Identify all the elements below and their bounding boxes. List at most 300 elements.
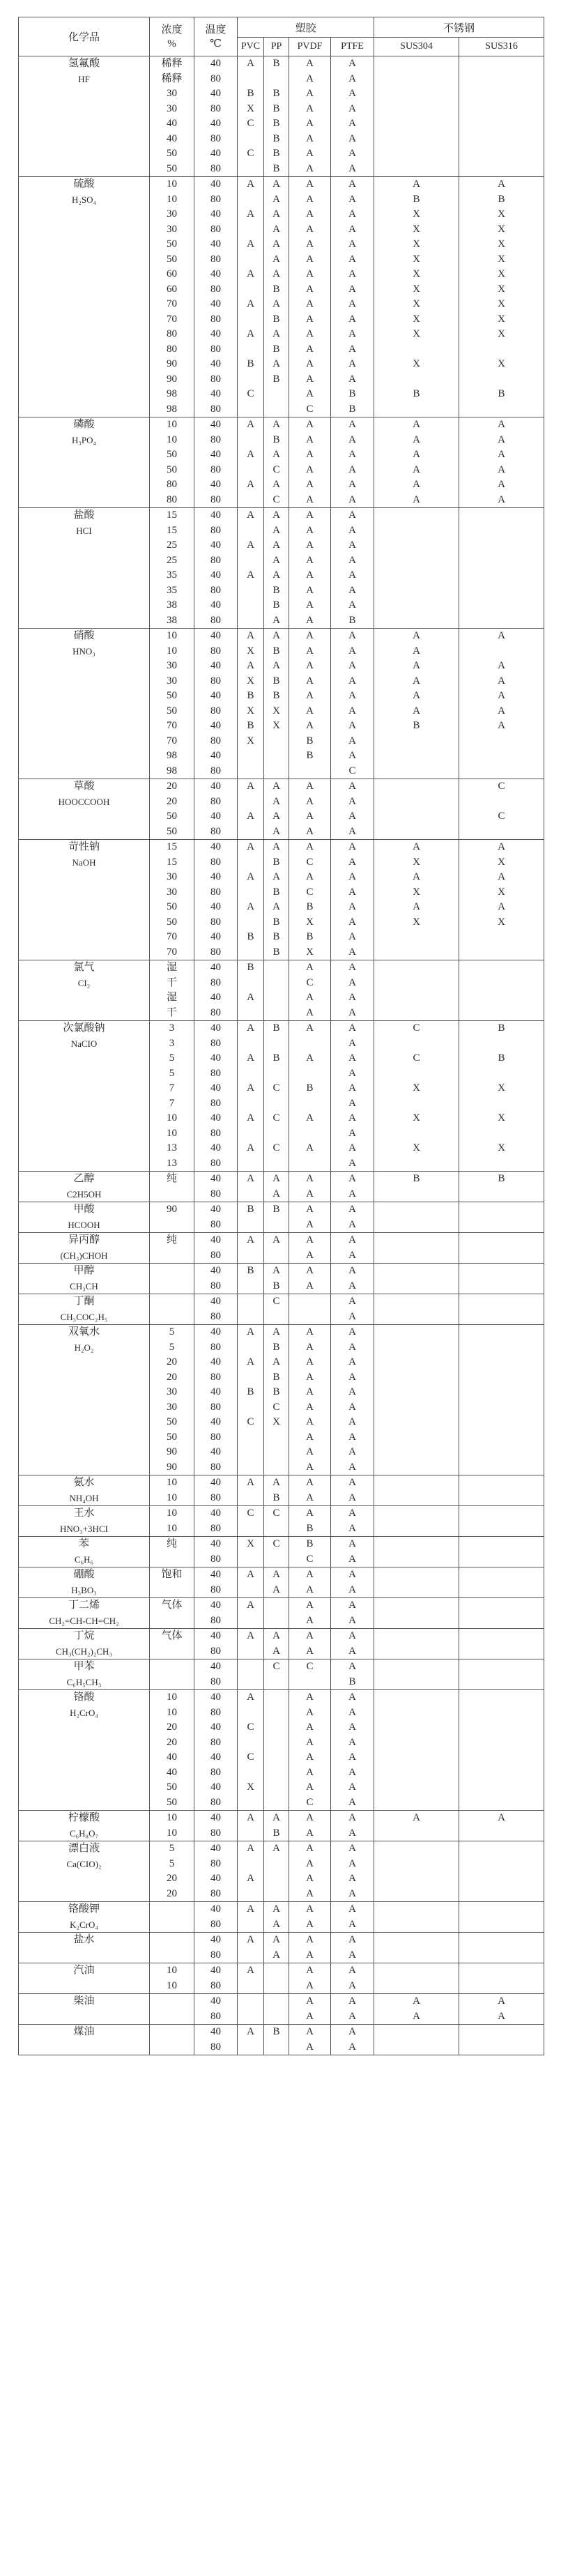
concentration-cell: 70 xyxy=(167,298,177,309)
concentration-cell: 15 xyxy=(167,524,177,536)
pvc-rating: A xyxy=(247,901,254,912)
chemical-formula: NaOH xyxy=(72,857,96,868)
chemical-name: 硝酸 xyxy=(73,630,95,641)
temperature-cell: 40 xyxy=(210,118,221,129)
pvc-rating xyxy=(238,1765,263,1781)
pvc-rating xyxy=(238,1445,263,1460)
pvc-rating-column xyxy=(238,1202,264,1233)
temperature-cell: 80 xyxy=(210,645,221,657)
pvdf-rating: A xyxy=(306,58,314,69)
ptfe-rating: B xyxy=(348,403,356,415)
pvdf-rating-column xyxy=(289,1172,331,1202)
concentration-cell-column xyxy=(150,56,194,177)
chemical-name: 甲醇 xyxy=(73,1265,95,1276)
pvc-rating xyxy=(238,1279,263,1294)
sus316-rating-column xyxy=(459,177,544,417)
sus316-rating: X xyxy=(498,916,505,928)
ptfe-rating: A xyxy=(348,1873,356,1884)
concentration-cell: 50 xyxy=(167,463,177,475)
concentration-cell: 80 xyxy=(167,328,177,339)
pvc-rating-column xyxy=(238,779,264,840)
pvc-rating-column xyxy=(238,1933,264,1963)
sus316-rating xyxy=(459,1475,544,1491)
pvc-rating xyxy=(238,1521,263,1537)
sus304-rating xyxy=(374,1887,459,1902)
chemical-name-cell xyxy=(19,960,150,1021)
ptfe-rating: A xyxy=(348,871,356,882)
ptfe-rating: A xyxy=(348,1827,356,1839)
pvdf-rating: A xyxy=(306,539,314,551)
ptfe-rating: A xyxy=(348,856,356,868)
ptfe-rating: A xyxy=(348,1661,356,1672)
temperature-cell-column xyxy=(194,1629,238,1659)
pvdf-rating-column xyxy=(289,508,331,629)
pp-rating: X xyxy=(272,705,280,716)
sus304-rating-column xyxy=(374,1902,459,1933)
chemical-name: 氯气 xyxy=(73,962,95,973)
sus304-rating: A xyxy=(413,645,420,657)
pvdf-rating: C xyxy=(306,886,314,898)
concentration-cell: 60 xyxy=(167,268,177,279)
pvc-rating xyxy=(238,1310,263,1325)
chemical-group-row xyxy=(19,1902,544,1933)
sus316-rating-column xyxy=(459,1598,544,1629)
pp-rating xyxy=(264,1675,289,1690)
concentration-cell: 15 xyxy=(167,509,177,521)
temperature-cell: 40 xyxy=(210,660,221,671)
pvc-rating xyxy=(238,1583,263,1598)
concentration-cell: 50 xyxy=(167,1416,177,1427)
pvdf-rating: A xyxy=(306,223,314,235)
pp-rating: C xyxy=(272,1508,280,1519)
pvc-rating: A xyxy=(247,449,254,460)
sus316-rating-column xyxy=(459,417,544,508)
ptfe-rating: B xyxy=(348,614,356,626)
sus316-rating-column xyxy=(459,1811,544,1841)
concentration-cell-column xyxy=(150,629,194,779)
sus316-rating: A xyxy=(498,675,505,687)
concentration-cell: 10 xyxy=(167,178,177,190)
chemical-formula: H₂SO₄ xyxy=(71,194,97,205)
pvdf-rating: A xyxy=(306,720,314,731)
pvdf-rating: A xyxy=(306,132,314,144)
sus304-rating xyxy=(374,1233,459,1248)
header-plastic: 塑胶 xyxy=(238,17,374,38)
sus316-rating: X xyxy=(498,298,505,309)
chemical-group-row xyxy=(19,1537,544,1567)
concentration-cell-column xyxy=(150,1233,194,1264)
ptfe-rating: A xyxy=(348,1965,356,1976)
pvc-rating xyxy=(238,598,263,613)
chemical-name-cell xyxy=(19,1506,150,1537)
pp-rating: B xyxy=(272,886,280,898)
chemical-name: 乙醇 xyxy=(73,1173,95,1184)
temperature-cell: 80 xyxy=(210,1371,221,1383)
concentration-cell: 30 xyxy=(167,886,177,898)
chemical-name-cell xyxy=(19,56,150,177)
sus304-rating xyxy=(374,1644,459,1659)
ptfe-rating-column xyxy=(331,1325,374,1475)
pvc-rating-column xyxy=(238,177,264,417)
sus304-rating-column xyxy=(374,1994,459,2025)
sus304-rating: C xyxy=(413,1052,420,1064)
pvc-rating-column xyxy=(238,1690,264,1811)
temperature-cell-column xyxy=(194,1264,238,1294)
concentration-cell: 70 xyxy=(167,720,177,731)
pvdf-rating: A xyxy=(306,208,314,220)
chemical-formula: H₂CrO₄ xyxy=(70,1707,98,1718)
concentration-cell: 20 xyxy=(167,1722,177,1733)
pp-rating: B xyxy=(272,283,280,295)
pp-rating: C xyxy=(272,1296,280,1307)
pp-rating: B xyxy=(272,1280,280,1291)
sus304-rating xyxy=(374,1780,459,1795)
sus304-rating: X xyxy=(413,886,420,898)
ptfe-rating-column xyxy=(331,2025,374,2055)
temperature-cell: 80 xyxy=(210,1067,221,1079)
ptfe-rating: A xyxy=(348,1371,356,1383)
concentration-cell: 50 xyxy=(167,449,177,460)
concentration-cell: 10 xyxy=(167,1979,177,1991)
sus316-rating xyxy=(459,1765,544,1781)
sus304-rating-column xyxy=(374,177,459,417)
sus316-rating: X xyxy=(498,268,505,279)
concentration-cell: 25 xyxy=(167,539,177,551)
temperature-cell: 40 xyxy=(210,720,221,731)
sus316-rating: A xyxy=(498,660,505,671)
temperature-cell: 40 xyxy=(210,931,221,942)
sus304-rating: A xyxy=(413,463,420,475)
sus316-rating xyxy=(459,72,544,87)
pp-rating xyxy=(264,1310,289,1325)
pvdf-rating: C xyxy=(306,403,314,415)
sus304-rating xyxy=(374,1583,459,1598)
ptfe-rating: A xyxy=(348,283,356,295)
pp-rating xyxy=(264,1857,289,1872)
pp-rating-column xyxy=(264,1233,289,1264)
temperature-cell: 40 xyxy=(210,690,221,701)
temperature-cell: 40 xyxy=(210,1630,221,1641)
sus316-rating xyxy=(459,1310,544,1325)
concentration-cell: 50 xyxy=(167,253,177,265)
temperature-cell: 80 xyxy=(210,493,221,505)
ptfe-rating: A xyxy=(348,162,356,174)
pp-rating: B xyxy=(272,313,280,325)
pp-rating: A xyxy=(272,178,280,190)
ptfe-rating: A xyxy=(348,841,356,852)
header-concentration-label: 浓度 % xyxy=(161,24,183,49)
sus304-rating xyxy=(374,538,459,553)
sus316-rating: A xyxy=(498,901,505,912)
sus316-rating xyxy=(459,1248,544,1264)
pp-rating: B xyxy=(272,946,280,958)
concentration-cell: 20 xyxy=(167,1873,177,1884)
pvdf-rating: A xyxy=(306,1204,314,1215)
pvdf-rating: A xyxy=(306,1706,314,1718)
temperature-cell: 40 xyxy=(210,811,221,822)
pp-rating: A xyxy=(272,1173,280,1184)
temperature-cell: 40 xyxy=(210,1052,221,1064)
pvc-rating-column xyxy=(238,1902,264,1933)
ptfe-rating: A xyxy=(348,539,356,551)
pvdf-rating: B xyxy=(306,901,314,912)
sus316-rating xyxy=(459,1567,544,1583)
pvdf-rating: B xyxy=(306,1522,314,1534)
pvc-rating xyxy=(238,192,263,208)
pvc-rating: A xyxy=(247,58,254,69)
sus316-rating: X xyxy=(498,1142,505,1153)
chemical-name-cell xyxy=(19,1902,150,1933)
pvc-rating: A xyxy=(247,1843,254,1854)
pvc-rating: A xyxy=(247,1873,254,1884)
pp-rating: B xyxy=(272,88,280,99)
sus316-rating xyxy=(459,1506,544,1521)
concentration-cell: 50 xyxy=(167,148,177,159)
pp-rating: A xyxy=(272,268,280,279)
temperature-cell: 80 xyxy=(210,2010,221,2022)
sus304-rating xyxy=(374,1279,459,1294)
chemical-formula: NH₄OH xyxy=(69,1492,99,1503)
sus304-rating: X xyxy=(413,208,420,220)
chemical-name: 漂白液 xyxy=(68,1843,100,1854)
sus316-rating xyxy=(459,583,544,599)
ptfe-rating-column xyxy=(331,960,374,1021)
pvdf-rating-column xyxy=(289,1537,331,1567)
concentration-cell: 38 xyxy=(167,614,177,626)
pp-rating xyxy=(264,1887,289,1902)
temperature-cell: 80 xyxy=(210,735,221,746)
temperature-cell-column xyxy=(194,56,238,177)
ptfe-rating: A xyxy=(348,1416,356,1427)
pp-rating-column xyxy=(264,1629,289,1659)
pvc-rating xyxy=(238,553,263,569)
pvdf-rating: A xyxy=(306,283,314,295)
pvdf-rating-column xyxy=(289,629,331,779)
pp-rating xyxy=(264,1613,289,1629)
ptfe-rating: A xyxy=(348,2010,356,2022)
pvdf-rating: A xyxy=(306,1508,314,1519)
pvdf-rating-column xyxy=(289,1021,331,1172)
temperature-cell-column xyxy=(194,1202,238,1233)
pp-rating xyxy=(264,1066,289,1082)
chemical-name-cell xyxy=(19,1537,150,1567)
sus316-rating xyxy=(459,734,544,749)
sus304-rating xyxy=(374,1902,459,1917)
pp-rating xyxy=(264,1720,289,1735)
pvdf-rating-column xyxy=(289,1690,331,1811)
temperature-cell: 80 xyxy=(210,1157,221,1169)
pp-rating xyxy=(264,1156,289,1172)
pp-rating: A xyxy=(272,298,280,309)
concentration-cell: 20 xyxy=(167,1736,177,1748)
ptfe-rating: A xyxy=(348,132,356,144)
pvc-rating: B xyxy=(247,358,254,369)
concentration-cell: 20 xyxy=(167,781,177,792)
pvc-rating xyxy=(238,2009,263,2025)
sus316-rating xyxy=(459,960,544,976)
sus304-rating xyxy=(374,568,459,583)
header-sus316: SUS316 xyxy=(459,38,544,56)
temperature-cell-column xyxy=(194,1325,238,1475)
pvdf-rating: A xyxy=(306,584,314,596)
pvc-rating xyxy=(238,1430,263,1446)
sus316-rating: B xyxy=(498,388,505,399)
pp-rating: C xyxy=(272,1661,280,1672)
sus316-rating: B xyxy=(498,193,505,205)
sus304-rating: X xyxy=(413,358,420,369)
pvc-rating: B xyxy=(247,88,254,99)
ptfe-rating: A xyxy=(348,328,356,339)
sus304-rating xyxy=(374,1325,459,1340)
sus304-rating xyxy=(374,1126,459,1142)
ptfe-rating-column xyxy=(331,56,374,177)
temperature-cell: 80 xyxy=(210,1766,221,1778)
sus316-rating-column xyxy=(459,1294,544,1325)
temperature-cell-column xyxy=(194,1659,238,1690)
sus304-rating-column xyxy=(374,1841,459,1902)
chemical-name-cell xyxy=(19,1659,150,1690)
ptfe-rating: A xyxy=(348,1188,356,1199)
header-pp: PP xyxy=(264,38,289,56)
sus316-rating: A xyxy=(498,630,505,641)
sus316-rating-column xyxy=(459,1475,544,1506)
pvc-rating xyxy=(238,2040,263,2055)
concentration-cell: 纯 xyxy=(166,1538,177,1549)
pvc-rating: A xyxy=(247,479,254,490)
pvdf-rating: A xyxy=(306,1173,314,1184)
sus316-rating-column xyxy=(459,629,544,779)
pp-rating: A xyxy=(272,795,280,807)
sus304-rating xyxy=(374,825,459,840)
pp-rating: X xyxy=(272,720,280,731)
ptfe-rating-column xyxy=(331,508,374,629)
sus304-rating-column xyxy=(374,1021,459,1172)
chemical-name: 柠檬酸 xyxy=(68,1812,100,1823)
ptfe-rating: A xyxy=(348,825,356,837)
sus304-rating xyxy=(374,132,459,147)
header-sus304: SUS304 xyxy=(374,38,459,56)
pvc-rating-column xyxy=(238,1021,264,1172)
concentration-cell-column xyxy=(150,417,194,508)
sus304-rating xyxy=(374,1445,459,1460)
chemical-name: 双氧水 xyxy=(68,1326,100,1337)
pvc-rating: A xyxy=(247,328,254,339)
sus304-rating xyxy=(374,1567,459,1583)
sus316-rating xyxy=(459,1202,544,1218)
pp-rating xyxy=(264,387,289,402)
ptfe-rating: A xyxy=(348,463,356,475)
sus304-rating: C xyxy=(413,1022,420,1034)
concentration-cell: 5 xyxy=(169,1326,175,1337)
sus316-rating xyxy=(459,1613,544,1629)
pvc-rating xyxy=(238,1826,263,1841)
pp-rating xyxy=(264,1248,289,1264)
pvdf-rating: A xyxy=(306,328,314,339)
sus316-rating: X xyxy=(498,856,505,868)
pp-rating: B xyxy=(272,1827,280,1839)
pvdf-rating: A xyxy=(306,1645,314,1657)
ptfe-rating-column xyxy=(331,177,374,417)
chemical-group-row xyxy=(19,417,544,508)
ptfe-rating: A xyxy=(348,675,356,687)
concentration-cell: 50 xyxy=(167,1796,177,1808)
pvdf-rating: A xyxy=(306,1356,314,1367)
sus316-rating xyxy=(459,132,544,147)
pvc-rating-column xyxy=(238,1233,264,1264)
pp-rating: B xyxy=(272,1022,280,1034)
pvdf-rating-column xyxy=(289,2025,331,2055)
pvc-rating: B xyxy=(247,1204,254,1215)
pvdf-rating: A xyxy=(306,313,314,325)
pvdf-rating: A xyxy=(306,1265,314,1276)
pvc-rating: A xyxy=(247,630,254,641)
ptfe-rating: A xyxy=(348,946,356,958)
pvc-rating: A xyxy=(247,569,254,581)
pvc-rating: A xyxy=(247,1630,254,1641)
sus316-rating-column xyxy=(459,1506,544,1537)
sus316-rating: X xyxy=(498,886,505,898)
sus304-rating: A xyxy=(413,449,420,460)
pvc-rating: A xyxy=(247,1600,254,1611)
pp-rating-column xyxy=(264,1172,289,1202)
pp-rating: A xyxy=(272,1569,280,1580)
pp-rating: A xyxy=(272,238,280,250)
concentration-cell: 50 xyxy=(167,1781,177,1793)
pvdf-rating-column xyxy=(289,1233,331,1264)
chemical-group-row xyxy=(19,1841,544,1902)
chemical-formula xyxy=(19,1979,149,1994)
pp-rating: B xyxy=(272,675,280,687)
pvc-rating-column xyxy=(238,417,264,508)
ptfe-rating: A xyxy=(348,1766,356,1778)
pvdf-rating xyxy=(289,1036,330,1052)
concentration-cell-column xyxy=(150,1994,194,2025)
chemical-group-row xyxy=(19,1811,544,1841)
pvc-rating: A xyxy=(247,1356,254,1367)
pvc-rating: C xyxy=(247,388,254,399)
ptfe-rating: A xyxy=(348,1265,356,1276)
pvc-rating: X xyxy=(247,1538,254,1549)
sus304-rating xyxy=(374,1202,459,1218)
pp-rating: A xyxy=(272,223,280,235)
pp-rating: C xyxy=(272,1142,280,1153)
pp-rating xyxy=(264,402,289,417)
ptfe-rating: A xyxy=(348,1234,356,1245)
chemical-name-cell xyxy=(19,779,150,840)
chemical-group-row xyxy=(19,1202,544,1233)
pvc-rating-column xyxy=(238,1567,264,1598)
concentration-cell: 90 xyxy=(167,1204,177,1215)
sus316-rating xyxy=(459,1795,544,1811)
pvc-rating xyxy=(238,1066,263,1082)
pp-rating: A xyxy=(272,1934,280,1945)
pvc-rating xyxy=(238,1156,263,1172)
sus316-rating xyxy=(459,1096,544,1112)
sus316-rating xyxy=(459,1264,544,1279)
temperature-cell-column xyxy=(194,1690,238,1811)
temperature-cell: 40 xyxy=(210,841,221,852)
ptfe-rating: A xyxy=(348,88,356,99)
temperature-cell: 80 xyxy=(210,1461,221,1473)
ptfe-rating: A xyxy=(348,313,356,325)
sus316-rating xyxy=(459,1218,544,1233)
pvc-rating xyxy=(238,72,263,87)
ptfe-rating: A xyxy=(348,1022,356,1034)
chemical-group-row xyxy=(19,1629,544,1659)
pp-rating-column xyxy=(264,1537,289,1567)
sus304-rating xyxy=(374,56,459,72)
pvdf-rating: A xyxy=(306,102,314,114)
